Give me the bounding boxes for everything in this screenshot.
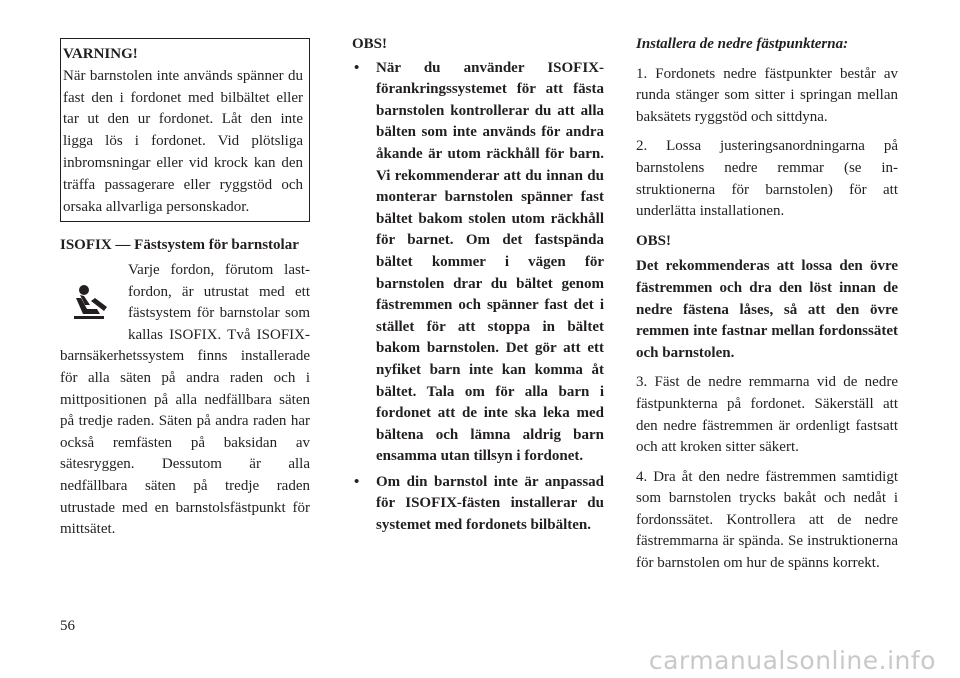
install-obs-text: Det rekommenderas att lossa den övre fästremmen och dra den löst innan de nedre fästena låses, så att den övre remmen inte fastnar mellan fordonssätet och barnstolen. (636, 258, 898, 361)
column-right (636, 34, 898, 583)
page-number: 56 (60, 618, 75, 634)
warning-body: När barnstolen inte används spänner du fast den i fordonet med bilbältet eller tar ut den ur fordonet. Låt den inte ligga lös i fordonet. Vid plötsliga inbromsningar eller vid krock kan den träffa passagerare eller ryggstöd och orsaka allvarliga personskador. (63, 67, 303, 215)
isofix-heading: ISOFIX — Fästsystem för barnstolar (60, 237, 299, 254)
column-middle (352, 34, 604, 541)
obs-label: OBS! (352, 36, 388, 52)
obs-bullet-list (352, 58, 604, 537)
install-step-1: 1. Fordonets nedre fästpunkter består av runda stänger som sitter i springan mellan baksätets ryggstöd och sittdyna. (636, 65, 898, 125)
child-seat-icon (62, 279, 120, 325)
watermark: carmanualsonline.info (648, 646, 936, 676)
install-step-3: 3. Fäst de nedre remmarna vid de nedre fästpunkterna på fordonet. Säkerställ att den nedre fästremmen är ordenligt fastsatt och att kroken sitter säkert. (636, 374, 898, 456)
install-step-4: 4. Dra åt den nedre fästremmen samtidigt som barnstolen trycks bakåt och nedåt i fordonssätet. Kontrollera att de nedre fästremmarna är spända. Se instruktionerna för barnstolen om hur de spänns korrekt. (636, 468, 898, 572)
install-step-2: 2. Lossa justeringsanordningarna på barnstolens nedre remmar (se instruktionerna för barnstolen) för att underlätta installationen. (636, 138, 898, 220)
install-obs-label: OBS! (636, 232, 672, 249)
isofix-body: Varje fordon, förutom lastfordon, är utrustat med ett fästsystem för barnstolar som kallas ISOFIX. Två ISOFIX-barnsäkerhetssystem finns installerade för alla säten på andra raden och i mittpositionen på alla nedfällbara säten på tredje raden. Säten på andra raden har också remfästen på baksidan av sätesryggen. Dessutom är alla nedfällbara säten på tredje raden utrustade med en barnstolsfästpunkt för mittsätet. (60, 261, 310, 538)
list-item (352, 472, 604, 537)
bullet-icon: • (354, 59, 360, 76)
bullet-text: Om din barnstol inte är anpassad för ISOFIX-fästen installerar du systemet med fordonets bilbälten. (376, 473, 604, 534)
bullet-text: När du använder ISOFIX-förankringssystemet för att fästa barnstolen kontrollerar du att alla bälten som inte används för andra åkande är utom räckhåll för barn. Vi rekommenderar att du innan du monterar barnstolen spänner fast bältet bakom stolen utom räckhåll för barnet. Om det fastspända bältet kommer i vägen för barnstolen drar du bältet genom fästremmen och spänner fast det i stället för att stoppa in bältet bakom barnstolen. Det gör att ett nyfiket barn inte kan komma åt bältet. Tala om för alla barn i fordonet att de inte ska leka med bältena och lämna aldrig barn ensamma utan tillsyn i fordonet. (376, 59, 604, 465)
list-item (352, 58, 604, 468)
bullet-icon: • (354, 473, 360, 490)
column-left (60, 34, 310, 541)
warning-title: VARNING! (63, 46, 138, 62)
warning-box (60, 38, 310, 222)
install-title: Installera de nedre fästpunkterna: (636, 36, 849, 52)
